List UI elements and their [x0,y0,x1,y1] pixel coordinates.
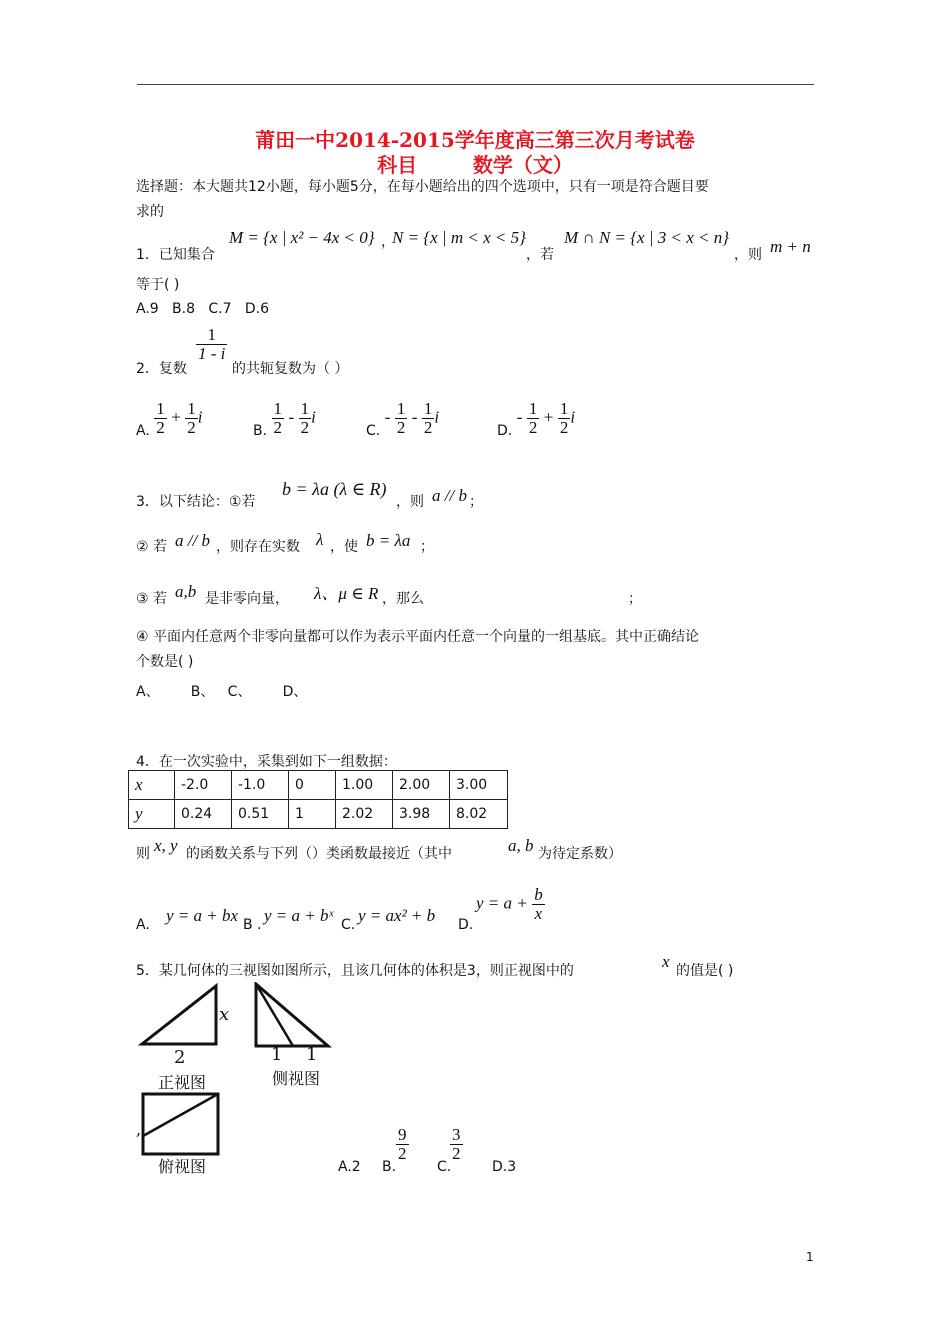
q2-d-label: D. [497,422,513,439]
exam-subject: 科目 数学（文） [377,153,573,177]
q3-line2-math: a // b [175,531,210,550]
q3-line3-mid: 是非零向量， [205,591,289,607]
q4-after-mid: 的函数关系与下列（）类函数最接近（其中 [186,846,452,862]
table-cell: 3.98 [393,800,450,829]
table-cell: 1.00 [336,771,393,800]
q4-a-label[interactable]: A. [136,917,150,933]
half-den: 2 [273,417,283,437]
q3-line2-mid2: ，使 [330,539,358,555]
q5-x: x [662,952,670,971]
q3-line2-mid: ，则存在实数 [216,539,300,555]
q2-option-d[interactable] [497,400,575,437]
intro-line-1: 选择题：本大题共12小题，每小题5分，在每小题给出的四个选项中，只有一项是符合题目要 [136,179,709,195]
q2-suffix: 的共轭复数为（ ） [232,361,349,377]
table-cell: y [129,800,175,829]
q3-options: A、 B、 C、 D、 [136,684,308,700]
q4-after-ab: a, b [508,836,534,855]
q4-a-expr: y = a + bx [166,906,239,925]
table-cell: -2.0 [175,771,232,800]
q1-intersection: M ∩ N = {x | 3 < x < n} [564,228,730,247]
table-cell: -1.0 [232,771,289,800]
table-cell: 0.51 [232,800,289,829]
q2-c-sign2: - [411,407,418,427]
top-view-label: 俯视图 [158,1157,207,1176]
header-rule [137,84,814,85]
half-den: 2 [423,417,433,437]
half-den: 2 [559,417,569,437]
q5-prefix: 5．某几何体的三视图如图所示，且该几何体的体积是3，则正视图中的 [136,963,574,979]
half-den: 2 [396,417,406,437]
q2-b-i: i [311,407,316,427]
q3-line2-math2: b = λa [366,531,411,550]
table-row [129,800,508,829]
q1-prefix: 1．已知集合 [136,247,215,263]
data-table [128,770,508,829]
half-num: 1 [396,399,406,418]
q5-b-den: 2 [398,1143,407,1163]
table-cell: 0.24 [175,800,232,829]
q4-d-pre: y = a + [476,893,528,913]
q1-if: ，若 [526,247,554,263]
q2-a-label: A. [136,422,150,439]
top-view-rect [143,1094,218,1154]
table-cell: 0 [289,771,336,800]
q3-line4b: 个数是( ) [136,654,194,670]
front-view-triangle [142,986,216,1044]
q4-after-xy: x, y [154,836,178,855]
q2-prefix: 2．复数 [136,361,187,377]
half-den: 2 [187,417,196,437]
front-view-x: x [219,1004,230,1025]
front-view-label: 正视图 [158,1073,207,1092]
q5-c-den: 2 [452,1143,461,1163]
table-cell: 2.00 [393,771,450,800]
side-view-line [256,984,293,1046]
q4-b-expr: y = a + bˣ [264,906,334,925]
half-den: 2 [156,417,165,437]
q3-line3-math: a,b [175,582,197,601]
q1-then: ，则 [734,247,762,263]
q5-b-num: 9 [398,1125,407,1144]
top-view-diagonal [143,1094,218,1136]
table-cell: 1 [289,800,336,829]
q2-d-sign1: - [516,407,523,427]
q4-d-expr [476,886,545,923]
q3-line1-prefix: 3．以下结论：①若 [136,494,256,510]
exam-title: 莆田一中2014-2015学年度高三第三次月考试卷 [255,128,695,152]
q4-c-label[interactable]: C. [341,917,356,933]
q1-set-n: N = {x | m < x < 5} [392,228,526,247]
q3-line2-lambda: λ [316,530,324,549]
q3-line3-prefix: ③ 若 [136,591,168,607]
q5-option-b[interactable]: B. [382,1159,397,1175]
q2-d-i: i [570,407,576,427]
q2-a-sign2: + [171,407,181,427]
q5-option-c-frac [450,1126,463,1163]
q3-line3-math2: λ、μ ∈ R [314,584,379,603]
half-den: 2 [300,417,310,437]
side-view-1a: 1 [271,1044,283,1065]
page-number: 1 [806,1250,814,1264]
q2-fraction [196,326,227,363]
q2-frac-num: 1 [196,326,227,345]
q3-line1-mid: ，则 [396,494,424,510]
half-num: 1 [156,399,165,418]
q3-line3-semi: ； [628,591,642,607]
q3-line2-prefix: ② 若 [136,539,168,555]
half-num: 1 [187,399,196,418]
q5-suffix: 的值是( ) [676,963,734,979]
q2-c-label: C. [366,422,381,439]
side-view-label: 侧视图 [272,1069,321,1088]
q2-option-b[interactable] [253,400,316,437]
q4-b-label[interactable]: B . [243,917,262,933]
q4-d-den: x [534,903,543,923]
q5-option-c[interactable]: C. [437,1159,452,1175]
q3-line4a: ④ 平面内任意两个非零向量都可以作为表示平面内任意一个向量的一组基底。其中正确结论 [136,629,699,645]
q2-frac-den: 1 - i [198,343,226,363]
q4-d-label[interactable]: D. [458,917,474,933]
q5-option-a[interactable]: A.2 [338,1159,361,1175]
q4-after-end: 为待定系数） [538,846,622,862]
half-num: 1 [423,399,433,418]
q3-line3-end: ，那么 [382,591,424,607]
q4-d-num: b [534,885,543,904]
q3-line1-math: b = λa (λ ∈ R) [282,479,387,499]
table-cell: 2.02 [336,800,393,829]
q1-line2: 等于( ) [136,277,180,293]
front-view-2: 2 [174,1047,186,1068]
table-cell: x [129,771,175,800]
q4-prefix: 4．在一次实验中，采集到如下一组数据： [136,754,397,770]
q4-c-expr: y = ax² + b [358,906,436,925]
q2-option-c[interactable] [366,400,439,437]
top-view-comma: , [136,1120,142,1139]
half-num: 1 [300,399,310,418]
table-row [129,771,508,800]
intro-line-2: 求的 [136,204,164,220]
q5-c-num: 3 [452,1125,461,1144]
q1-set-m: M = {x | x² − 4x < 0} [229,228,375,247]
side-view-triangle [256,984,328,1046]
q4-after-prefix: 则 [136,846,150,862]
half-den: 2 [528,417,538,437]
q2-a-i: i [197,407,203,427]
table-cell: 8.02 [450,800,508,829]
q1-options: A.9 B.8 C.7 D.6 [136,301,269,317]
q2-c-i: i [434,407,440,427]
q5-option-d[interactable]: D.3 [492,1159,517,1175]
half-num: 1 [528,399,538,418]
table-cell: 3.00 [450,771,508,800]
q2-c-sign1: - [384,407,391,427]
half-num: 1 [559,399,569,418]
q2-b-label: B. [253,422,268,439]
q2-b-sign2: - [288,407,295,427]
q3-line1-math2: a // b [432,486,467,505]
q2-d-sign2: + [543,407,554,427]
q3-line2-end: ； [420,539,434,555]
q2-option-a[interactable] [136,400,202,437]
half-num: 1 [273,399,283,418]
q1-expr: m + n [770,237,811,256]
q5-option-b-frac [396,1126,409,1163]
q1-comma: ， [381,234,395,250]
side-view-1b: 1 [306,1044,318,1065]
q3-line1-end: ； [469,494,483,510]
